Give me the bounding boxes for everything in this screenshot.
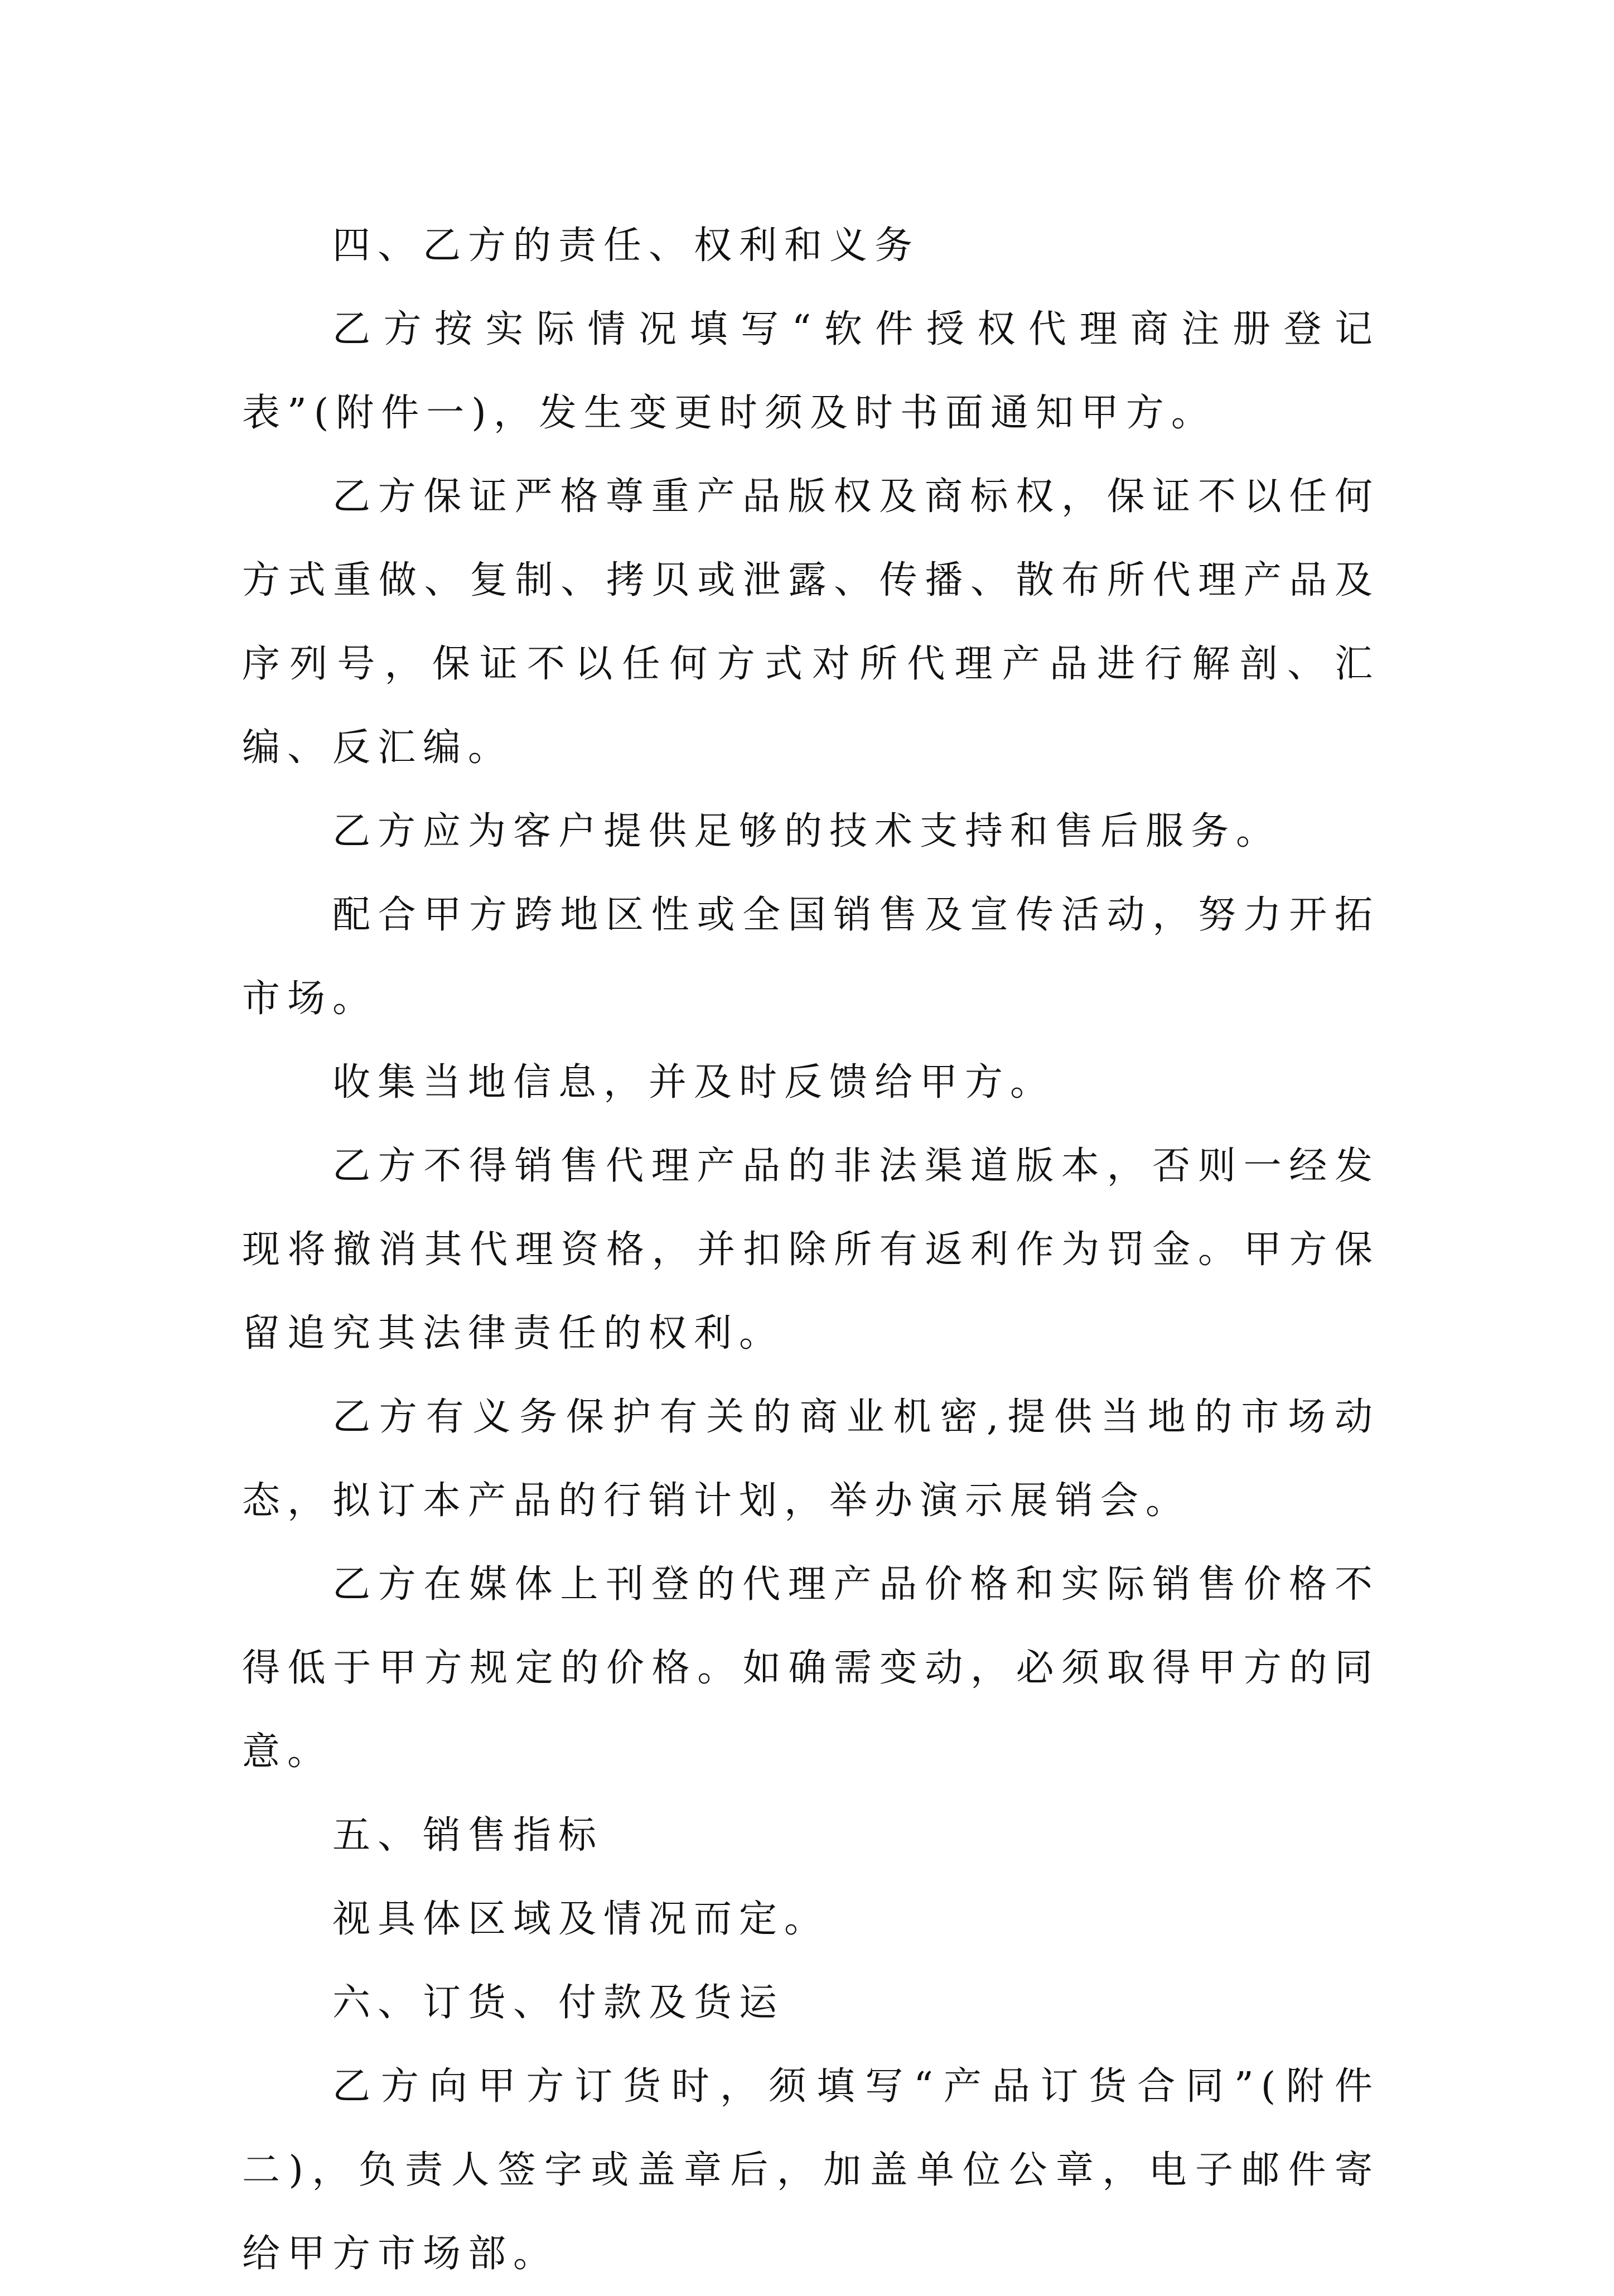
paragraph-registration: 乙方按实际情况填写“软件授权代理商注册登记表”(附件一)，发生变更时须及时书面通知甲方。 [242, 307, 1380, 435]
section-heading-4: 四、乙方的责任、权利和义务 [332, 224, 920, 268]
paragraph-marketing: 配合甲方跨地区性或全国销售及宣传活动，努力开拓市场。 [242, 893, 1380, 1021]
paragraph-support: 乙方应为客户提供足够的技术支持和售后服务。 [332, 809, 1282, 853]
document-body [242, 204, 1380, 2296]
section-heading-6: 六、订货、付款及货运 [332, 1981, 785, 2025]
paragraph-sales-target: 视具体区域及情况而定。 [332, 1897, 830, 1941]
section-heading-5: 五、销售指标 [332, 1813, 604, 1858]
paragraph-pricing: 乙方在媒体上刊登的代理产品价格和实际销售价格不得低于甲方规定的价格。如确需变动，必须取得甲方的同意。 [242, 1562, 1380, 1774]
paragraph-illegal-channels: 乙方不得销售代理产品的非法渠道版本，否则一经发现将撤消其代理资格，并扣除所有返利作为罚金。甲方保留追究其法律责任的权利。 [242, 1144, 1380, 1356]
paragraph-ordering: 乙方向甲方订货时，须填写“产品订货合同”(附件二)，负责人签字或盖章后，加盖单位公章，电子邮件寄给甲方市场部。 [242, 2065, 1380, 2276]
paragraph-copyright: 乙方保证严格尊重产品版权及商标权，保证不以任何方式重做、复制、拷贝或泄露、传播、散布所代理产品及序列号，保证不以任何方式对所代理产品进行解剖、汇编、反汇编。 [242, 475, 1380, 770]
paragraph-feedback: 收集当地信息，并及时反馈给甲方。 [332, 1060, 1056, 1104]
paragraph-confidentiality: 乙方有义务保护有关的商业机密,提供当地的市场动态，拟订本产品的行销计划，举办演示展销会。 [242, 1395, 1380, 1523]
